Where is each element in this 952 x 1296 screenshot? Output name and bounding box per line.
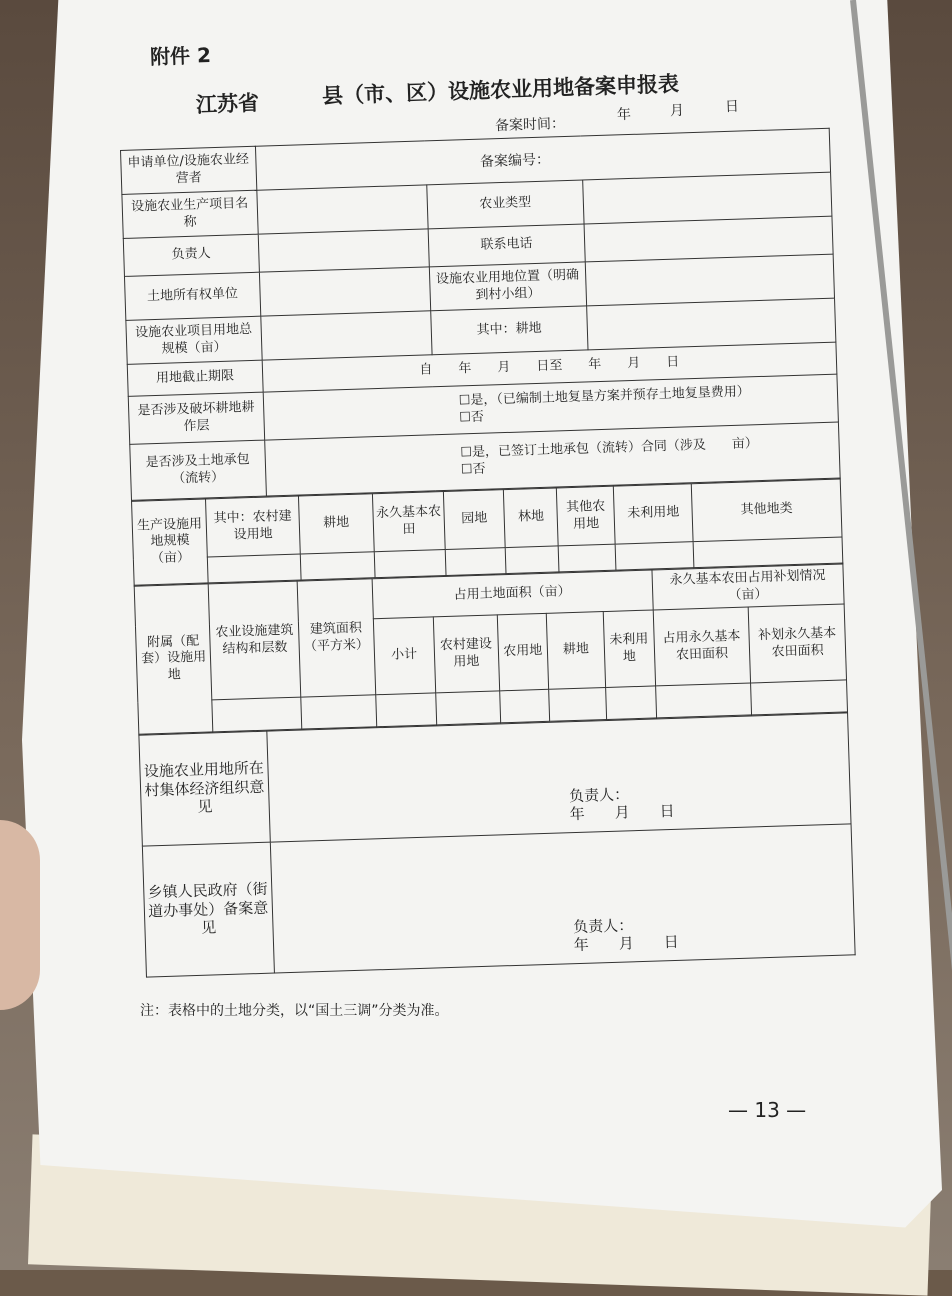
farmland-label: 其中：耕地 <box>431 306 588 355</box>
deadline-label: 用地截止期限 <box>127 360 263 396</box>
prod-col-other: 其他地类 <box>691 479 842 542</box>
township-opinion-label: 乡镇人民政府（街道办事处）备案意见 <box>142 842 274 977</box>
village-opinion-box[interactable] <box>266 713 851 842</box>
attached-basic: 永久基本农田占用补划情况（亩） <box>651 564 844 610</box>
attached-sub-replenish-basic: 补划永久基本农田面积 <box>748 604 846 683</box>
attached-sub-unused: 未利用地 <box>603 610 655 688</box>
attached-cell[interactable] <box>606 686 657 720</box>
farmland-value[interactable] <box>586 298 835 350</box>
project-name-value[interactable] <box>257 185 428 234</box>
damage-no-checkbox[interactable]: ☐否 <box>459 409 485 425</box>
village-sign-label: 负责人： <box>568 784 630 805</box>
filing-time-year: 年 <box>616 106 632 124</box>
contract-no-checkbox[interactable]: ☐否 <box>460 461 486 477</box>
prod-cell[interactable] <box>445 548 506 576</box>
agri-type-value[interactable] <box>582 172 831 224</box>
prod-cell[interactable] <box>558 544 616 572</box>
owner-label: 土地所有权单位 <box>124 272 260 320</box>
filing-form <box>120 128 856 1000</box>
prod-cell[interactable] <box>208 554 301 583</box>
village-date: 年 月 日 <box>569 802 675 824</box>
attached-area: 建筑面积（平方米） <box>297 579 375 697</box>
prod-cell[interactable] <box>693 537 843 568</box>
filing-number-label: 备案编号： <box>479 151 551 171</box>
attachment-label: 附件 2 <box>149 42 212 70</box>
agri-type-label: 农业类型 <box>427 180 584 229</box>
project-name-label: 设施农业生产项目名称 <box>122 190 258 238</box>
prod-label: 生产设施用地规模（亩） <box>132 499 209 585</box>
prod-cell[interactable] <box>505 546 559 574</box>
page-number: — 13 — <box>728 1098 807 1122</box>
prod-col-garden: 园地 <box>443 490 505 550</box>
attached-sub-subtotal: 小计 <box>373 617 436 695</box>
attached-sub-rural: 农村建设用地 <box>433 615 499 693</box>
filing-time-day: 日 <box>724 98 740 116</box>
prod-col-forest: 林地 <box>504 488 559 548</box>
form-title: 县（市、区）设施农业用地备案申报表 <box>321 71 680 109</box>
total-scale-value[interactable] <box>260 311 431 360</box>
attached-sub-agri: 农用地 <box>497 613 549 691</box>
prod-cell[interactable] <box>615 542 694 570</box>
attached-cell[interactable] <box>751 680 848 715</box>
location-label: 设施农业用地位置（明确到村小组） <box>429 262 586 311</box>
form-table-opinions <box>138 712 855 977</box>
village-opinion-label: 设施农业用地所在村集体经济组织意见 <box>139 731 270 846</box>
prod-col-basic: 永久基本农田 <box>372 492 445 552</box>
attached-sub-occupy-basic: 占用永久基本农田面积 <box>653 607 751 686</box>
attached-structure: 农业设施建筑结构和层数 <box>209 581 301 700</box>
prod-col-unused: 未利用地 <box>613 484 693 544</box>
prod-col-farmland: 耕地 <box>298 494 374 554</box>
prod-cell[interactable] <box>374 549 446 577</box>
prod-col-other-agri: 其他农用地 <box>557 486 616 546</box>
responsible-label: 负责人 <box>123 234 259 276</box>
contract-yes-checkbox[interactable]: ☐是，已签订土地承包（流转）合同（涉及 亩） <box>460 436 759 461</box>
phone-label: 联系电话 <box>428 224 585 267</box>
location-value[interactable] <box>585 254 834 306</box>
responsible-value[interactable] <box>258 229 429 272</box>
form-table-attached <box>134 563 848 734</box>
attached-cell[interactable] <box>212 697 302 732</box>
filing-time-month: 月 <box>669 102 685 120</box>
attached-cell[interactable] <box>301 695 376 729</box>
owner-value[interactable] <box>259 267 430 316</box>
prod-cell[interactable] <box>300 552 375 580</box>
attached-occupied: 占用土地面积（亩） <box>372 570 653 619</box>
township-opinion-box[interactable] <box>270 824 855 973</box>
title-province: 江苏省 <box>195 90 260 118</box>
attached-cell[interactable] <box>435 691 500 725</box>
attached-sub-farmland: 耕地 <box>546 612 605 690</box>
attached-label: 附属（配套）设施用地 <box>134 584 213 734</box>
attached-cell[interactable] <box>549 688 607 722</box>
attached-cell[interactable] <box>655 683 752 718</box>
township-sign-label: 负责人： <box>572 915 634 936</box>
filing-time-label: 备案时间： <box>494 115 566 135</box>
attached-cell[interactable] <box>499 689 550 723</box>
form-table-top <box>120 128 841 501</box>
attached-cell[interactable] <box>375 693 436 727</box>
damage-label: 是否涉及破坏耕地耕作层 <box>128 392 264 444</box>
applicant-label: 申请单位/设施农业经营者 <box>121 146 257 194</box>
total-scale-label: 设施农业项目用地总规模（亩） <box>126 316 262 364</box>
contract-label: 是否涉及土地承包（流转） <box>130 440 266 500</box>
damage-yes-checkbox[interactable]: ☐是，（已编制土地复垦方案并预存土地复垦费用） <box>458 384 751 409</box>
deadline-value[interactable]: 自 年 月 日至 年 月 日 <box>262 342 837 392</box>
prod-col-rural: 其中：农村建设用地 <box>206 496 300 557</box>
township-date: 年 月 日 <box>573 933 680 955</box>
footnote: 注：表格中的土地分类，以“国土三调”分类为准。 <box>140 1003 449 1019</box>
